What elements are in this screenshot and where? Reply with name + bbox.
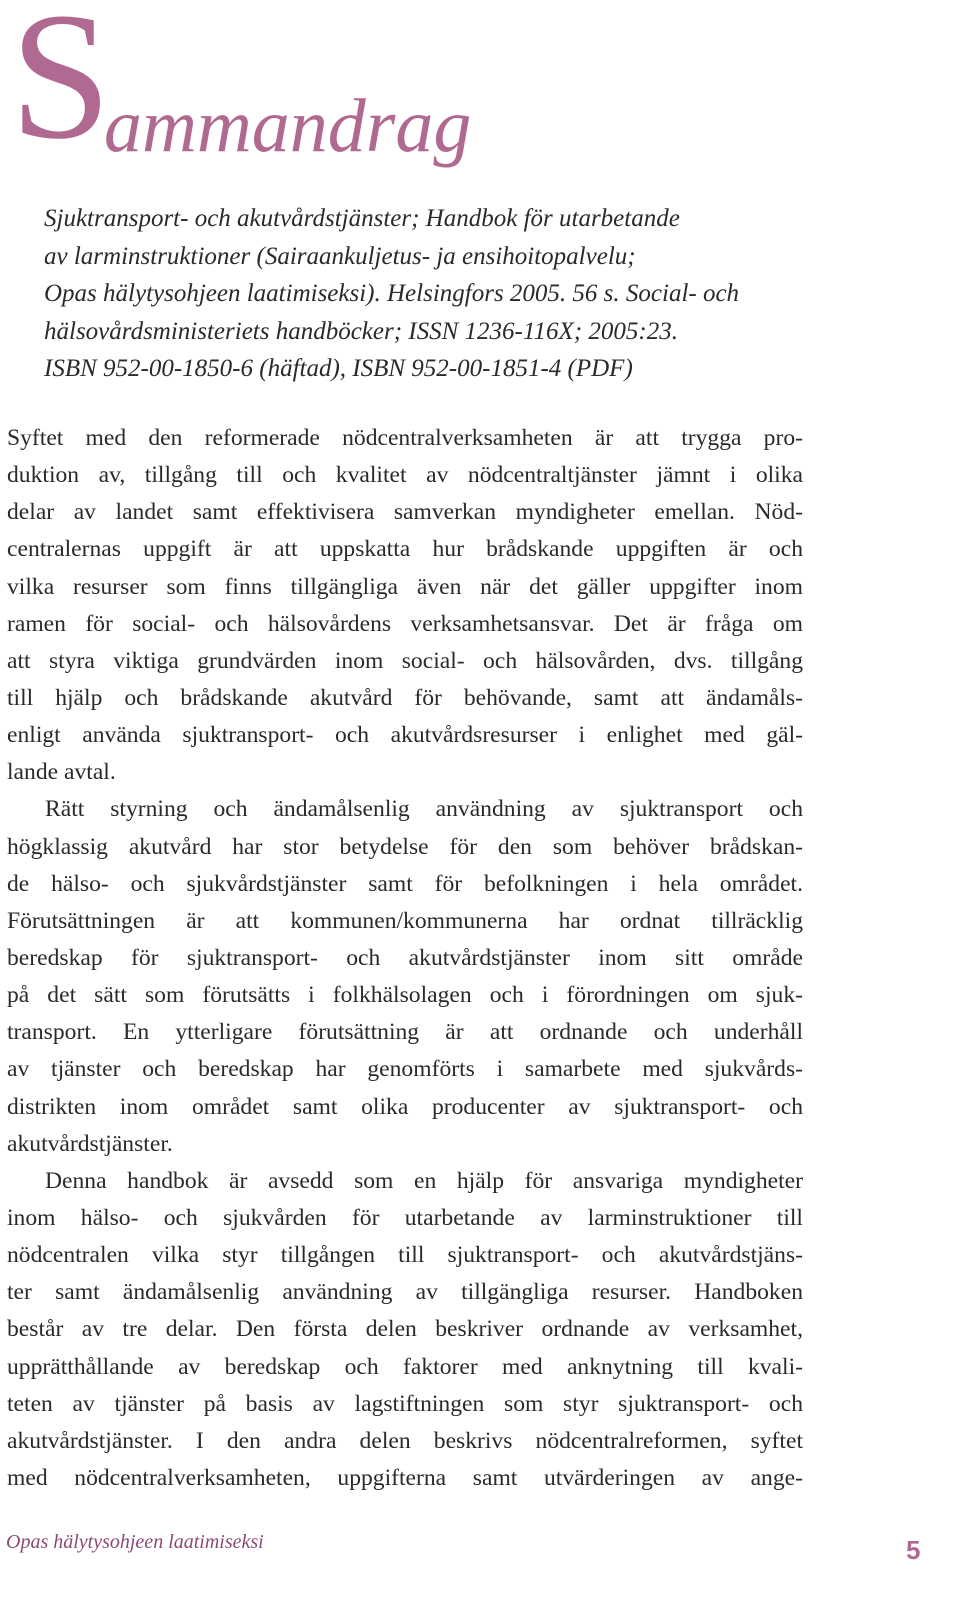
body-line: transport. En ytterligare förutsättning är att ordnande och underhåll <box>7 1019 803 1046</box>
body-line: Denna handbok är avsedd som en hjälp för ansvariga myndigheter <box>45 1167 803 1194</box>
body-line: Rätt styrning och ändamålsenlig användning av sjuktransport och <box>45 796 803 823</box>
body-line: akutvårdstjänster. <box>7 1130 173 1157</box>
page-number: 5 <box>906 1535 921 1565</box>
body-line: de hälso- och sjukvårdstjänster samt för befolkningen i hela området. <box>7 870 803 897</box>
summary-body <box>7 420 803 1497</box>
title-drop-cap: S <box>10 0 112 177</box>
body-line: att styra viktiga grundvärden inom social- och hälsovården, dvs. tillgång <box>7 647 803 674</box>
citation-line: Sjuktransport- och akutvårdstjänster; Handbok för utarbetande <box>44 205 680 232</box>
body-line: inom hälso- och sjukvården för utarbetande av larminstruktioner till <box>7 1204 803 1231</box>
body-line: beredskap för sjuktransport- och akutvårdstjänster inom sitt område <box>7 944 803 971</box>
body-line: teten av tjänster på basis av lagstiftningen som styr sjuktransport- och <box>7 1390 803 1417</box>
body-line: ramen för social- och hälsovårdens verksamhetsansvar. Det är fråga om <box>7 610 803 637</box>
body-line: Syftet med den reformerade nödcentralverksamheten är att trygga pro- <box>7 425 803 451</box>
body-line: enligt använda sjuktransport- och akutvårdsresurser i enlighet med gäl- <box>7 722 803 749</box>
body-line: högklassig akutvård har stor betydelse för den som behöver brådskan- <box>7 833 803 860</box>
body-line: lande avtal. <box>7 759 116 786</box>
body-line: på det sätt som förutsätts i folkhälsolagen och i förordningen om sjuk- <box>7 982 803 1009</box>
body-line: består av tre delar. Den första delen beskriver ordnande av verksamhet, <box>7 1316 803 1343</box>
body-line: upprätthållande av beredskap och faktorer med anknytning till kvali- <box>7 1353 803 1380</box>
body-line: ter samt ändamålsenlig användning av tillgängliga resurser. Handboken <box>7 1279 803 1306</box>
body-line: duktion av, tillgång till och kvalitet av nödcentraltjänster jämnt i olika <box>7 462 803 489</box>
citation-line: av larminstruktioner (Sairaankuljetus- ja ensihoitopalvelu; <box>44 242 636 270</box>
body-line: akutvårdstjänster. I den andra delen beskrivs nödcentralreformen, syftet <box>7 1427 803 1454</box>
body-line: vilka resurser som finns tillgängliga även när det gäller uppgifter inom <box>7 573 803 600</box>
bibliographic-citation <box>44 200 834 388</box>
body-line: distrikten inom området samt olika producenter av sjuktransport- och <box>7 1093 803 1120</box>
body-line: till hjälp och brådskande akutvård för behövande, samt att ändamåls- <box>7 684 803 711</box>
body-line: centralernas uppgift är att uppskatta hur brådskande uppgiften är och <box>7 536 803 563</box>
body-line: delar av landet samt effektivisera samverkan myndigheter emellan. Nöd- <box>7 499 803 526</box>
citation-line: Opas hälytysohjeen laatimiseksi). Helsingfors 2005. 56 s. Social- och <box>44 280 740 307</box>
body-line: av tjänster och beredskap har genomförts i samarbete med sjukvårds- <box>7 1056 803 1083</box>
citation-line: hälsovårdsministeriets handböcker; ISSN 1236-116X; 2005:23. <box>44 317 678 345</box>
page-title <box>10 0 472 177</box>
body-line: nödcentralen vilka styr tillgången till sjuktransport- och akutvårdstjäns- <box>7 1242 803 1269</box>
citation-line: ISBN 952-00-1850-6 (häftad), ISBN 952-00-1851-4 (PDF) <box>44 355 633 382</box>
running-footer-title: Opas hälytysohjeen laatimiseksi <box>6 1531 264 1553</box>
body-line: med nödcentralverksamheten, uppgifterna samt utvärderingen av ange- <box>7 1464 803 1491</box>
body-line: Förutsättningen är att kommunen/kommunerna har ordnat tillräcklig <box>7 907 803 934</box>
title-rest: ammandrag <box>104 84 472 168</box>
